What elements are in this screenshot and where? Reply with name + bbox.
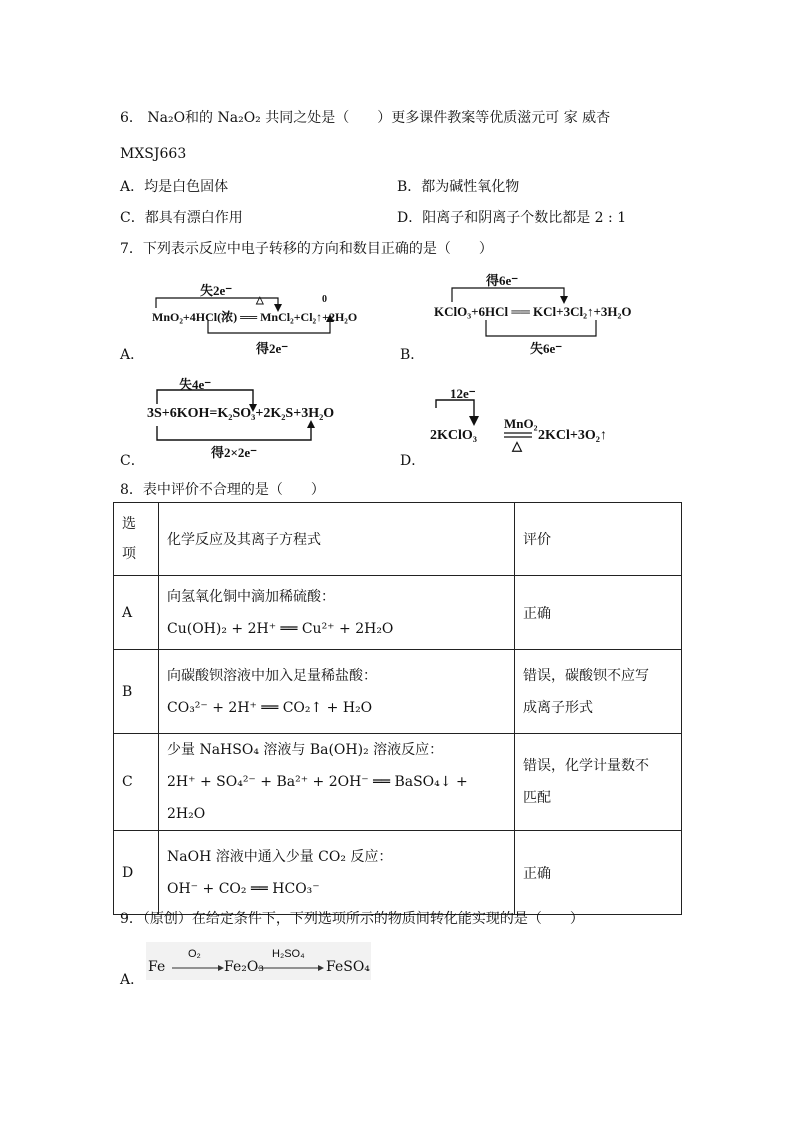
table-row xyxy=(114,734,682,831)
q7-option-b-figure xyxy=(430,268,670,356)
q7-option-c-letter: C． xyxy=(120,453,145,469)
q7-b-lose-label: 失6e⁻ xyxy=(530,341,563,356)
q7-c-gain-label: 得2×2e⁻ xyxy=(211,445,258,460)
q7-option-a-letter: A． xyxy=(120,347,145,363)
table-row xyxy=(114,650,682,734)
q7-c-lose-label: 失4e⁻ xyxy=(179,377,212,392)
q6-option-d: D．阳离子和阴离子个数比都是 2 : 1 xyxy=(397,210,627,226)
q6-option-b: B．都为碱性氧化物 xyxy=(397,179,520,195)
q7-a-heat-symbol: △ xyxy=(256,295,264,306)
q7-a-zero-valence: 0 xyxy=(322,294,327,305)
q9-a-iron-sulfate: FeSO₄ xyxy=(326,959,370,975)
q7-option-b-letter: B． xyxy=(400,347,425,363)
q6-stem: 6． Na₂O和的 Na₂O₂ 共同之处是（ ）更多课件教案等优质滋元可 家 威杏 xyxy=(120,110,611,126)
q7-d-heat-symbol: △ xyxy=(512,438,522,453)
q7-d-reactant: 2KClO₃ xyxy=(430,428,477,443)
row-evaluation: 正确 xyxy=(515,576,682,650)
row-evaluation: 错误，化学计量数不 匹配 xyxy=(515,734,682,831)
q9-stem: 9．（原创）在给定条件下，下列选项所示的物质间转化能实现的是（ ） xyxy=(120,911,584,927)
table-row xyxy=(114,831,682,915)
row-reaction: NaOH 溶液中通入少量 CO₂ 反应： OH⁻ + CO₂ ══ HCO₃⁻ xyxy=(159,831,515,915)
q9-a-reagent-2: H₂SO₄ xyxy=(272,948,305,960)
q7-b-equation: KClO₃+6HCl ══ KCl+3Cl₂↑+3H₂O xyxy=(434,304,632,319)
row-evaluation: 错误，碳酸钡不应写 成离子形式 xyxy=(515,650,682,734)
q8-stem: 8．表中评价不合理的是（ ） xyxy=(120,482,325,498)
table-row xyxy=(114,576,682,650)
q7-a-equation: MnO₂+4HCl(浓) ══ MnCl₂+Cl₂↑+2H₂O xyxy=(152,310,358,324)
row-reaction: 向碳酸钡溶液中加入足量稀盐酸： CO₃²⁻ + 2H⁺ ══ CO₂↑ + H₂O xyxy=(159,650,515,734)
q7-option-d-letter: D． xyxy=(400,453,426,469)
row-reaction: 少量 NaHSO₄ 溶液与 Ba(OH)₂ 溶液反应： 2H⁺ + SO₄²⁻ + Ba²⁺ + 2OH⁻ ══ BaSO₄↓ + 2H₂O xyxy=(159,734,515,831)
q9-a-iron: Fe xyxy=(148,959,166,975)
q7-option-a-figure xyxy=(148,278,378,356)
q9-option-a-letter: A． xyxy=(120,972,145,988)
q7-d-electron-label: 12e⁻ xyxy=(450,386,476,401)
row-reaction: 向氢氧化铜中滴加稀硫酸： Cu(OH)₂ + 2H⁺ ══ Cu²⁺ + 2H₂O xyxy=(159,576,515,650)
q9-a-reagent-1: O₂ xyxy=(188,948,201,960)
q8-table xyxy=(113,502,682,915)
row-option: B xyxy=(114,650,159,734)
q7-stem: 7．下列表示反应中电子转移的方向和数目正确的是（ ） xyxy=(120,241,493,257)
table-header-row xyxy=(114,503,682,576)
q7-a-gain-label: 得2e⁻ xyxy=(256,341,289,356)
q7-a-lose-label: 失2e⁻ xyxy=(200,283,233,298)
q7-option-d-figure xyxy=(428,386,618,458)
q9-a-iron-oxide: Fe₂O₃ xyxy=(224,959,264,975)
header-reaction: 化学反应及其离子方程式 xyxy=(159,503,515,576)
row-evaluation: 正确 xyxy=(515,831,682,915)
q7-d-catalyst: MnO₂ xyxy=(504,416,538,431)
q7-b-gain-label: 得6e⁻ xyxy=(486,273,519,288)
q7-option-c-figure xyxy=(145,372,375,462)
q6-stem-continued: MXSJ663 xyxy=(120,146,187,162)
q6-option-c: C．都具有漂白作用 xyxy=(120,210,243,226)
row-option: D xyxy=(114,831,159,915)
row-option: A xyxy=(114,576,159,650)
q7-d-product: 2KCl+3O₂↑ xyxy=(538,428,607,443)
header-option: 选 项 xyxy=(114,503,159,576)
q9-option-a-figure xyxy=(146,942,371,980)
q7-c-equation: 3S+6KOH=K₂SO₃+2K₂S+3H₂O xyxy=(147,406,335,421)
header-evaluation: 评价 xyxy=(515,503,682,576)
q6-option-a: A．均是白色固体 xyxy=(120,179,229,195)
row-option: C xyxy=(114,734,159,831)
